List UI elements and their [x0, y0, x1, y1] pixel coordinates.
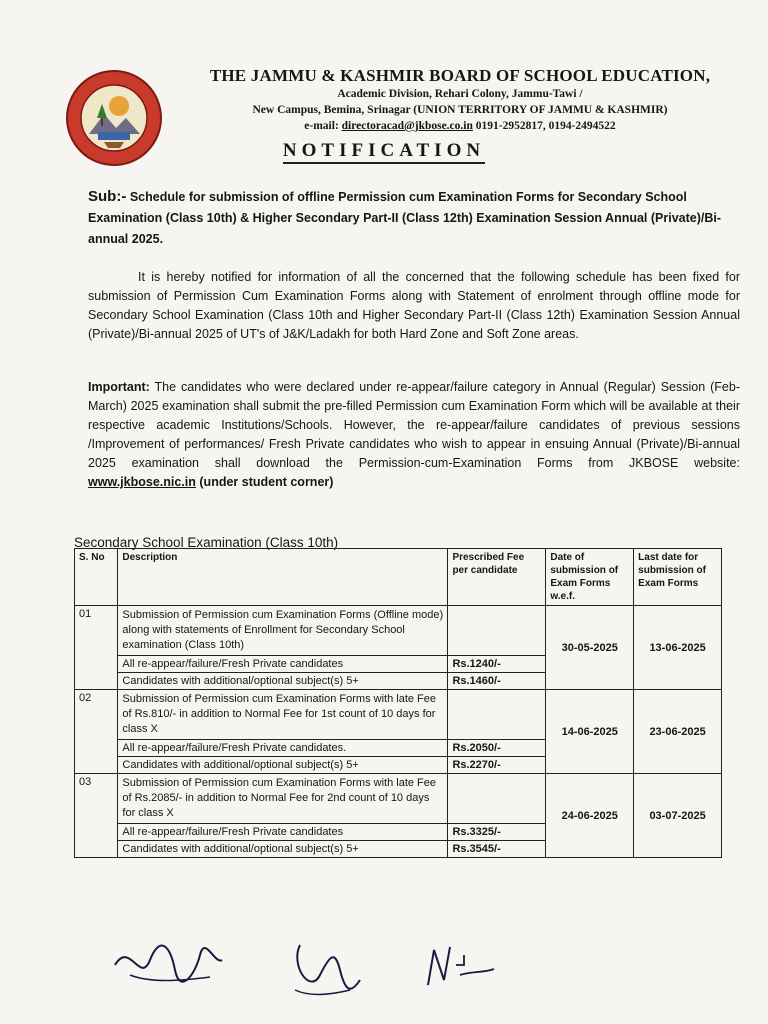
- row-fee: Rs.2270/-: [448, 757, 546, 774]
- important-label: Important:: [88, 380, 150, 394]
- row-fee: Rs.3325/-: [448, 824, 546, 841]
- board-name: THE JAMMU & KASHMIR BOARD OF SCHOOL EDUCATION,: [209, 66, 711, 85]
- row-last-date: 13-06-2025: [634, 606, 722, 690]
- table-title: Secondary School Examination (Class 10th): [74, 535, 339, 550]
- row-category: Candidates with additional/optional subject(s) 5+: [118, 841, 448, 858]
- signature-1: [110, 935, 230, 995]
- table-row: [75, 690, 722, 740]
- row-description: Submission of Permission cum Examination Forms with late Fee of Rs.2085/- in addition to Normal Fee for 2nd count of 10 days for class X: [118, 774, 448, 824]
- row-start-date: 14-06-2025: [546, 690, 634, 774]
- row-fee-empty: [448, 774, 546, 824]
- row-start-date: 30-05-2025: [546, 606, 634, 690]
- table-row: [75, 774, 722, 824]
- row-category: Candidates with additional/optional subject(s) 5+: [118, 757, 448, 774]
- row-description: Submission of Permission cum Examination Forms with late Fee of Rs.810/- in addition to Normal Fee for 1st count of 10 days for class X: [118, 690, 448, 740]
- signature-3: [420, 935, 500, 995]
- header-sno: S. No: [75, 549, 118, 606]
- row-fee: Rs.1460/-: [448, 673, 546, 690]
- address-line-jammu: Academic Division, Rehari Colony, Jammu-Tawi /: [337, 88, 583, 100]
- row-last-date: 23-06-2025: [634, 690, 722, 774]
- header-start-date: Date of submission of Exam Forms w.e.f.: [546, 549, 634, 606]
- email-label: e-mail:: [304, 120, 339, 132]
- header-description: Description: [118, 549, 448, 606]
- row-category: All re-appear/failure/Fresh Private candidates.: [118, 740, 448, 757]
- row-description: Submission of Permission cum Examination Forms (Offline mode) along with statements of Enrollment for Secondary School examination (Class 10th): [118, 606, 448, 656]
- row-sno: 02: [75, 690, 118, 774]
- row-sno: 01: [75, 606, 118, 690]
- schedule-table: [74, 548, 722, 858]
- header-fee: Prescribed Fee per candidate: [448, 549, 546, 606]
- row-sno: 03: [75, 774, 118, 858]
- table-header-row: [75, 549, 722, 606]
- contact-line: [180, 118, 740, 134]
- notification-heading: [0, 140, 768, 162]
- jkbose-website-link[interactable]: www.jkbose.nic.in: [88, 475, 196, 489]
- address-line-srinagar: New Campus, Bemina, Srinagar (UNION TERRITORY OF JAMMU & KASHMIR): [252, 104, 668, 116]
- paragraph-important: [88, 378, 740, 492]
- header-last-date: Last date for submission of Exam Forms: [634, 549, 722, 606]
- row-fee: Rs.3545/-: [448, 841, 546, 858]
- table-row: [75, 606, 722, 656]
- subject-text: Schedule for submission of offline Permission cum Examination Forms for Secondary School Examination (Class 10th) & Higher Secondary Part-II (Class 12th) Examination Session Annual (Private)/Bi-annual 2025.: [88, 190, 722, 246]
- signature-2: [280, 935, 370, 1005]
- row-category: All re-appear/failure/Fresh Private candidates: [118, 656, 448, 673]
- row-fee: Rs.2050/-: [448, 740, 546, 757]
- row-category: All re-appear/failure/Fresh Private candidates: [118, 824, 448, 841]
- letterhead: [180, 66, 740, 134]
- row-fee: Rs.1240/-: [448, 656, 546, 673]
- row-start-date: 24-06-2025: [546, 774, 634, 858]
- subject-label: Sub:-: [88, 188, 127, 205]
- notification-title: NOTIFICATION: [283, 140, 485, 164]
- important-text: The candidates who were declared under re-appear/failure category in Annual (Regular) Session (Feb-March) 2025 examination shall submit the pre-filled Permission cum Examination Form which will be available at their respective academic Institutions/Schools. However, the re-appear/failure candidates of previous sessions /Improvement of performances/ Fresh Private candidates who wish to appear in ensuing Annual (Private)/Bi-annual 2025 examination shall download the Permission-cum-Examination Forms from JKBOSE website:: [88, 380, 740, 470]
- row-fee-empty: [448, 690, 546, 740]
- paragraph-schedule: It is hereby notified for information of all the concerned that the following schedule has been fixed for submission of Permission Cum Examination Forms along with Statement of enrolment through offline mode for Secondary School Examination (Class 10th and Higher Secondary Part-II (Class 12th) Examination Session Annual (Private)/Bi-annual 2025 of UT's of J&K/Ladakh for both Hard Zone and Soft Zone areas.: [88, 270, 740, 341]
- website-note: (under student corner): [199, 475, 334, 489]
- phone-numbers: 0191-2952817, 0194-2494522: [475, 120, 616, 132]
- row-fee-empty: [448, 606, 546, 656]
- row-category: Candidates with additional/optional subject(s) 5+: [118, 673, 448, 690]
- row-last-date: 03-07-2025: [634, 774, 722, 858]
- email-link[interactable]: directoracad@jkbose.co.in: [341, 120, 473, 132]
- subject-block: [88, 186, 738, 250]
